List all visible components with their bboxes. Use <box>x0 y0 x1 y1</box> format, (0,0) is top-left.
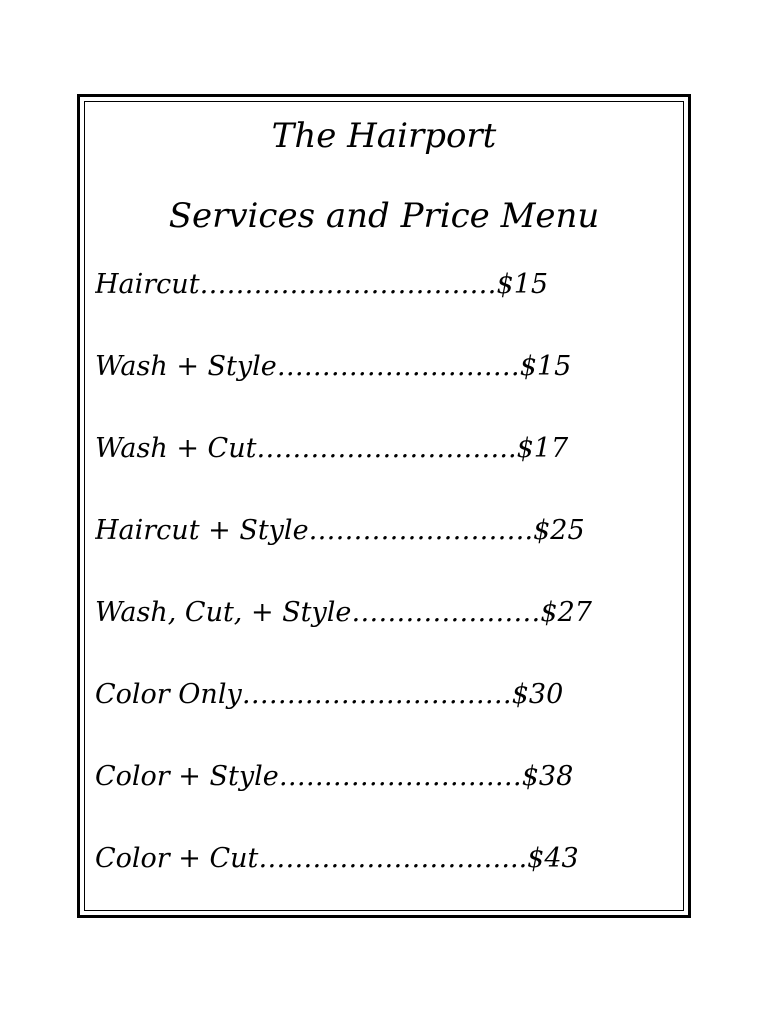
price-item-wash-cut: Wash + Cut………………………..$17 <box>95 434 569 464</box>
price-item-wash-cut-style: Wash, Cut, + Style…………………$27 <box>95 598 592 628</box>
price-list <box>95 270 623 926</box>
price-item-color-only: Color Only…………………………$30 <box>95 680 564 710</box>
business-name-title: The Hairport <box>271 116 497 156</box>
menu-inner-border <box>84 101 684 911</box>
price-item-wash-style: Wash + Style………………………$15 <box>95 352 572 382</box>
menu-border-frame <box>77 94 691 918</box>
price-item-color-style: Color + Style………………………$38 <box>95 762 574 792</box>
price-item-haircut-style: Haircut + Style…………………….$25 <box>95 516 585 546</box>
price-item-haircut: Haircut……………………………$15 <box>95 270 549 300</box>
menu-subtitle: Services and Price Menu <box>168 196 600 236</box>
price-item-color-cut: Color + Cut………………………...$43 <box>95 844 579 874</box>
